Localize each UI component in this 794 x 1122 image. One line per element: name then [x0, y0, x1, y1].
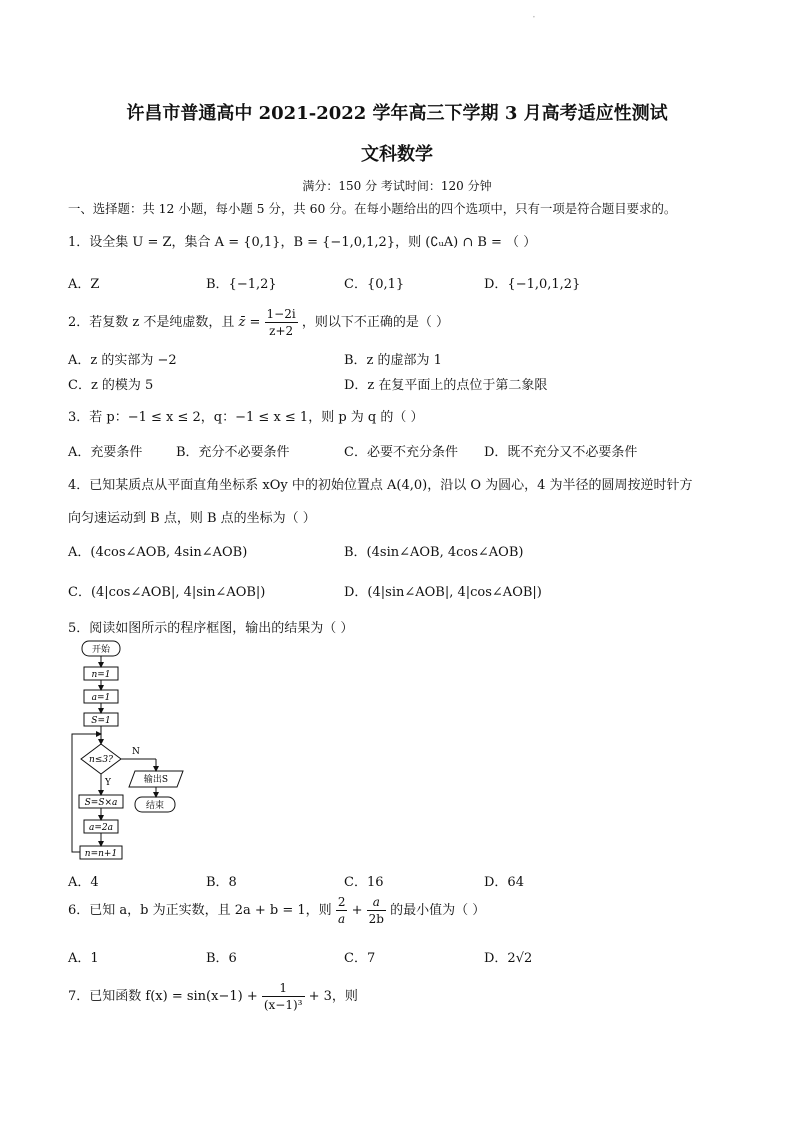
flow-s-init-label: S=1 [91, 716, 111, 726]
question-2-option-d: D．z 在复平面上的点位于第二象限 [344, 378, 548, 393]
question-4-stem-line-1: 4．已知某质点从平面直角坐标系 xOy 中的初始位置点 A(4,0)，沿以 O 为圆心，4 为半径的圆周按逆时针方 [68, 478, 693, 493]
question-6-fraction-1-numerator: 2 [337, 895, 346, 909]
question-1-option-c: C．{0,1} [344, 277, 405, 292]
question-4-option-c: C．(4|cos∠AOB|, 4|sin∠AOB|) [68, 585, 266, 600]
question-2-stem [68, 306, 449, 339]
question-2-prefix: 2．若复数 z 不是纯虚数，且 [68, 315, 235, 330]
question-1-option-a: A．Z [68, 277, 100, 292]
question-3-option-b: B．充分不必要条件 [176, 445, 290, 460]
question-6-fraction-1 [336, 894, 348, 927]
question-6-option-b: B．6 [206, 951, 237, 966]
question-5-option-b: B．8 [206, 875, 237, 890]
flow-n-init-label: n=1 [91, 670, 111, 680]
flow-s-update-label: S=S×a [84, 798, 118, 808]
question-6-option-c: C．7 [344, 951, 376, 966]
question-7-fraction-denominator: (x−1)³ [263, 998, 303, 1012]
program-flowchart [68, 638, 208, 868]
question-3-option-a: A．充要条件 [68, 445, 143, 460]
flow-no-label: N [132, 747, 140, 757]
question-7-fraction [262, 980, 305, 1013]
question-7-prefix: 7．已知函数 f(x) = sin(x−1) + [68, 989, 258, 1004]
question-2-fraction-denominator: z+2 [269, 324, 294, 338]
question-6-prefix: 6．已知 a，b 为正实数，且 2a + b = 1，则 [68, 903, 332, 918]
flow-output-label: 输出S [143, 775, 169, 785]
flow-n-update-label: n=n+1 [84, 849, 118, 859]
question-4-option-d: D．(4|sin∠AOB|, 4|cos∠AOB|) [344, 585, 542, 600]
question-6-option-a: A．1 [68, 951, 99, 966]
flow-end-label: 结束 [145, 801, 165, 811]
exam-info: 满分：150 分 考试时间：120 分钟 [302, 179, 492, 193]
question-2-lhs: z̄ = [238, 315, 261, 330]
question-4-stem-line-2: 向匀速运动到 B 点，则 B 点的坐标为（ ） [68, 511, 316, 526]
question-7-suffix: + 3，则 [308, 989, 358, 1004]
question-6-option-d: D．2√2 [484, 951, 533, 966]
question-2-option-a: A．z 的实部为 −2 [68, 353, 177, 368]
question-2-suffix: ，则以下不正确的是（ ） [301, 315, 449, 330]
flow-yes-label: Y [105, 778, 111, 788]
question-4-option-a: A．(4cos∠AOB, 4sin∠AOB) [68, 545, 248, 560]
question-5-stem: 5．阅读如图所示的程序框图，输出的结果为（ ） [68, 621, 354, 636]
question-6-fraction-2-numerator: a [367, 894, 386, 911]
question-3-option-d: D．既不充分又不必要条件 [484, 445, 638, 460]
flow-a-update-label: a=2a [89, 823, 113, 833]
question-1-option-b: B．{−1,2} [206, 277, 277, 292]
question-2-option-c: C．z 的模为 5 [68, 378, 154, 393]
question-6-fraction-2 [367, 894, 386, 927]
question-6-suffix: 的最小值为（ ） [390, 903, 486, 918]
question-5-option-a: A．4 [68, 875, 99, 890]
question-5-option-d: D．64 [484, 875, 524, 890]
question-2-fraction [265, 306, 298, 339]
question-7-fraction-numerator: 1 [262, 980, 305, 997]
question-6-fraction-2-denominator: 2b [368, 912, 384, 926]
exam-subject: 文科数学 [361, 144, 433, 165]
question-6-fraction-1-denominator: a [338, 912, 346, 926]
scan-dot: · [532, 10, 536, 24]
question-5-option-c: C．16 [344, 875, 384, 890]
question-6-stem [68, 894, 485, 927]
flow-condition-label: n≤3? [89, 755, 113, 765]
flow-loop-line [72, 734, 101, 852]
flow-a-init-label: a=1 [91, 693, 111, 703]
question-3-stem: 3．若 p：−1 ≤ x ≤ 2，q：−1 ≤ x ≤ 1，则 p 为 q 的（ ） [68, 410, 424, 425]
question-7-stem [68, 980, 358, 1013]
section-heading: 一、选择题：共 12 小题，每小题 5 分，共 60 分。在每小题给出的四个选项中，只有一项是符合题目要求的。 [68, 201, 677, 216]
question-2-option-b: B．z 的虚部为 1 [344, 353, 442, 368]
question-2-fraction-numerator: 1−2i [266, 307, 296, 321]
question-3-option-c: C．必要不充分条件 [344, 445, 458, 460]
question-1-stem: 1．设全集 U = Z，集合 A = {0,1}，B = {−1,0,1,2}，则 (∁ᵤA) ∩ B = （ ） [68, 235, 537, 250]
exam-title: 许昌市普通高中 2021-2022 学年高三下学期 3 月高考适应性测试 [126, 103, 668, 124]
question-6-plus: + [351, 903, 363, 918]
question-1-option-d: D．{−1,0,1,2} [484, 277, 581, 292]
question-4-option-b: B．(4sin∠AOB, 4cos∠AOB) [344, 545, 524, 560]
flow-start-label: 开始 [91, 645, 111, 655]
